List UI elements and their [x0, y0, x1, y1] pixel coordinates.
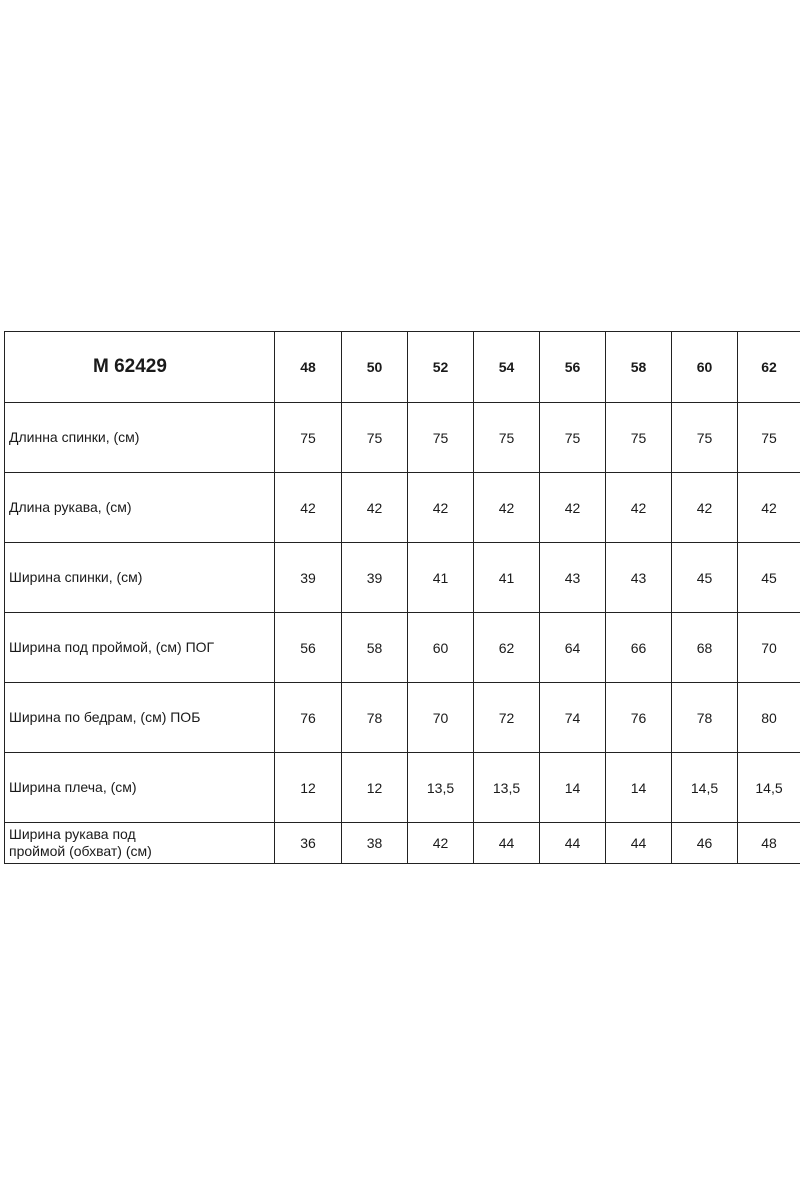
row-label [5, 823, 275, 864]
size-chart-table [4, 331, 800, 864]
table-row [5, 613, 800, 683]
table-cell: 39 [275, 543, 342, 613]
table-cell: 14,5 [672, 753, 738, 823]
table-cell: 76 [275, 683, 342, 753]
table-cell: 36 [275, 823, 342, 864]
table-cell: 44 [540, 823, 606, 864]
table-cell: 75 [275, 403, 342, 473]
table-row [5, 473, 800, 543]
header-row [5, 332, 800, 403]
table-cell: 14 [540, 753, 606, 823]
row-label: Длина рукава, (см) [5, 473, 275, 543]
table-cell: 75 [672, 403, 738, 473]
table-cell: 75 [738, 403, 800, 473]
table-cell: 44 [606, 823, 672, 864]
table-cell: 42 [474, 473, 540, 543]
table-cell: 43 [540, 543, 606, 613]
table-cell: 56 [275, 613, 342, 683]
table-cell: 14 [606, 753, 672, 823]
table-cell: 12 [342, 753, 408, 823]
size-header: 62 [738, 332, 800, 403]
table-cell: 75 [540, 403, 606, 473]
table-cell: 80 [738, 683, 800, 753]
table-cell: 75 [474, 403, 540, 473]
table-cell: 60 [408, 613, 474, 683]
table-cell: 14,5 [738, 753, 800, 823]
table-cell: 45 [672, 543, 738, 613]
table-cell: 68 [672, 613, 738, 683]
row-label: Ширина по бедрам, (см) ПОБ [5, 683, 275, 753]
table-cell: 66 [606, 613, 672, 683]
table-cell: 12 [275, 753, 342, 823]
row-label-line-1: Ширина рукава под [9, 826, 136, 842]
row-label: Длинна спинки, (см) [5, 403, 275, 473]
table-cell: 41 [474, 543, 540, 613]
table-cell: 58 [342, 613, 408, 683]
size-header: 50 [342, 332, 408, 403]
size-header: 54 [474, 332, 540, 403]
table-cell: 72 [474, 683, 540, 753]
table-row [5, 543, 800, 613]
table-cell: 45 [738, 543, 800, 613]
table-cell: 44 [474, 823, 540, 864]
table-cell: 13,5 [408, 753, 474, 823]
table-cell: 78 [342, 683, 408, 753]
table-cell: 70 [408, 683, 474, 753]
table-row [5, 403, 800, 473]
table-cell: 42 [606, 473, 672, 543]
table-cell: 38 [342, 823, 408, 864]
row-label-line-2: проймой (обхват) (см) [9, 843, 152, 859]
table-cell: 75 [342, 403, 408, 473]
table-cell: 42 [738, 473, 800, 543]
table-cell: 78 [672, 683, 738, 753]
size-header: 52 [408, 332, 474, 403]
table-cell: 42 [342, 473, 408, 543]
table-row [5, 753, 800, 823]
table-cell: 42 [408, 473, 474, 543]
table-cell: 62 [474, 613, 540, 683]
table-cell: 43 [606, 543, 672, 613]
size-header: 60 [672, 332, 738, 403]
size-header: 56 [540, 332, 606, 403]
table-cell: 41 [408, 543, 474, 613]
table-cell: 70 [738, 613, 800, 683]
row-label: Ширина плеча, (см) [5, 753, 275, 823]
table-cell: 42 [408, 823, 474, 864]
table-cell: 75 [606, 403, 672, 473]
table-row [5, 823, 800, 864]
row-label: Ширина под проймой, (см) ПОГ [5, 613, 275, 683]
table-cell: 42 [275, 473, 342, 543]
model-number: M 62429 [5, 332, 275, 403]
row-label: Ширина спинки, (см) [5, 543, 275, 613]
table-cell: 64 [540, 613, 606, 683]
table-cell: 42 [540, 473, 606, 543]
table-cell: 48 [738, 823, 800, 864]
table-cell: 13,5 [474, 753, 540, 823]
table-cell: 39 [342, 543, 408, 613]
table-cell: 42 [672, 473, 738, 543]
table-row [5, 683, 800, 753]
size-header: 48 [275, 332, 342, 403]
table-cell: 46 [672, 823, 738, 864]
size-header: 58 [606, 332, 672, 403]
table-cell: 76 [606, 683, 672, 753]
table-cell: 74 [540, 683, 606, 753]
table-cell: 75 [408, 403, 474, 473]
